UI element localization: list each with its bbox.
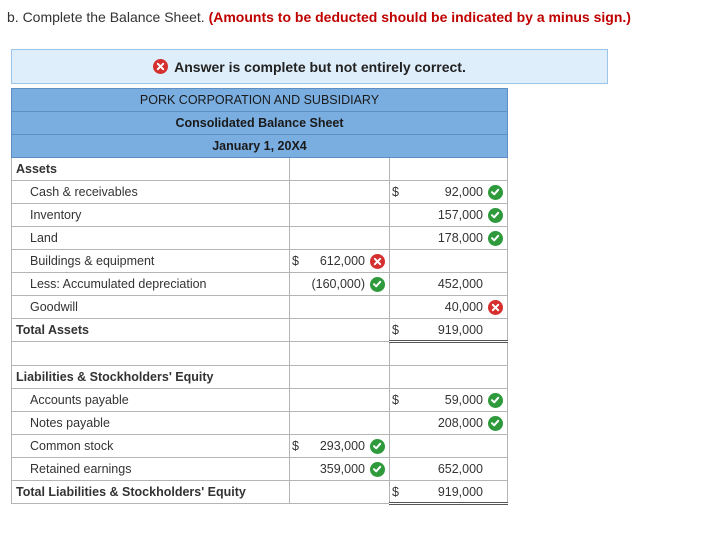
x-circle-icon <box>488 300 503 315</box>
amount-value: 157,000 <box>437 208 483 222</box>
empty-cell <box>12 342 290 366</box>
total-liabilities-value: 919,000 <box>437 484 483 499</box>
table-row <box>12 389 508 412</box>
statement-date: January 1, 20X4 <box>12 135 508 158</box>
amount-input-col2[interactable] <box>390 273 508 296</box>
table-row <box>12 435 508 458</box>
amount-value: 40,000 <box>444 300 483 314</box>
instruction <box>7 9 631 25</box>
amount-value: 178,000 <box>437 231 483 245</box>
dollar-sign: $ <box>392 393 399 407</box>
table-row <box>12 412 508 435</box>
empty-cell <box>290 481 390 504</box>
amount-input-col1[interactable] <box>290 389 390 412</box>
amount-input-col1[interactable] <box>290 412 390 435</box>
dollar-sign: $ <box>292 439 299 453</box>
check-circle-icon <box>370 462 385 477</box>
total-liabilities-cell[interactable] <box>390 481 508 504</box>
amount-input-col2[interactable] <box>390 296 508 319</box>
check-circle-icon <box>488 208 503 223</box>
amount-value: 652,000 <box>437 462 483 476</box>
check-circle-icon <box>488 185 503 200</box>
table-row <box>12 273 508 296</box>
amount-input-col1[interactable] <box>290 435 390 458</box>
table-row <box>12 458 508 481</box>
amount-value: (160,000) <box>311 277 365 291</box>
assets-heading: Assets <box>12 158 290 181</box>
company-name: PORK CORPORATION AND SUBSIDIARY <box>12 89 508 112</box>
check-circle-icon <box>488 393 503 408</box>
amount-input-col2[interactable] <box>390 412 508 435</box>
row-label: Accounts payable <box>12 389 290 412</box>
amount-input-col2[interactable] <box>390 181 508 204</box>
amount-input-col1[interactable] <box>290 273 390 296</box>
x-circle-icon <box>153 59 168 74</box>
total-assets-cell[interactable] <box>390 319 508 342</box>
dollar-sign: $ <box>392 484 399 499</box>
dollar-sign: $ <box>392 185 399 199</box>
row-label: Retained earnings <box>12 458 290 481</box>
balance-sheet-table <box>11 88 508 505</box>
amount-input-col2[interactable] <box>390 204 508 227</box>
amount-input-col2[interactable] <box>390 227 508 250</box>
amount-value: 359,000 <box>319 462 365 476</box>
table-row <box>12 250 508 273</box>
empty-cell <box>290 319 390 342</box>
check-circle-icon <box>488 231 503 246</box>
row-label: Land <box>12 227 290 250</box>
amount-value: 92,000 <box>444 185 483 199</box>
table-row <box>12 181 508 204</box>
row-label: Buildings & equipment <box>12 250 290 273</box>
answer-status-banner <box>11 49 608 84</box>
amount-value: 452,000 <box>437 277 483 291</box>
empty-cell <box>290 366 390 389</box>
check-circle-icon <box>488 416 503 431</box>
empty-cell <box>390 158 508 181</box>
instruction-warning: (Amounts to be deducted should be indicated by a minus sign.) <box>208 9 631 25</box>
amount-input-col2[interactable] <box>390 458 508 481</box>
row-label: Cash & receivables <box>12 181 290 204</box>
total-assets-label: Total Assets <box>12 319 290 342</box>
amount-input-col1[interactable] <box>290 227 390 250</box>
check-circle-icon <box>370 277 385 292</box>
empty-cell <box>290 158 390 181</box>
table-row <box>12 296 508 319</box>
liabilities-heading: Liabilities & Stockholders' Equity <box>12 366 290 389</box>
amount-input-col1[interactable] <box>290 296 390 319</box>
amount-value: 59,000 <box>444 393 483 407</box>
amount-input-col1[interactable] <box>290 181 390 204</box>
table-row <box>12 204 508 227</box>
x-circle-icon <box>370 254 385 269</box>
total-liabilities-label: Total Liabilities & Stockholders' Equity <box>12 481 290 504</box>
row-label: Less: Accumulated depreciation <box>12 273 290 296</box>
empty-cell <box>390 366 508 389</box>
amount-value: 293,000 <box>319 439 365 453</box>
amount-input-col2[interactable] <box>390 250 508 273</box>
amount-input-col1[interactable] <box>290 250 390 273</box>
row-label: Inventory <box>12 204 290 227</box>
check-circle-icon <box>370 439 385 454</box>
amount-value: 612,000 <box>319 254 365 268</box>
empty-cell <box>290 342 390 366</box>
answer-status-text: Answer is complete but not entirely correct. <box>174 58 466 75</box>
row-label: Notes payable <box>12 412 290 435</box>
total-assets-value: 919,000 <box>437 322 483 337</box>
row-label: Common stock <box>12 435 290 458</box>
amount-input-col1[interactable] <box>290 458 390 481</box>
statement-title: Consolidated Balance Sheet <box>12 112 508 135</box>
instruction-prefix: b. Complete the Balance Sheet. <box>7 9 205 25</box>
dollar-sign: $ <box>392 322 399 337</box>
empty-cell <box>390 342 508 366</box>
amount-input-col1[interactable] <box>290 204 390 227</box>
amount-input-col2[interactable] <box>390 435 508 458</box>
dollar-sign: $ <box>292 254 299 268</box>
row-label: Goodwill <box>12 296 290 319</box>
table-row <box>12 227 508 250</box>
amount-value: 208,000 <box>437 416 483 430</box>
amount-input-col2[interactable] <box>390 389 508 412</box>
